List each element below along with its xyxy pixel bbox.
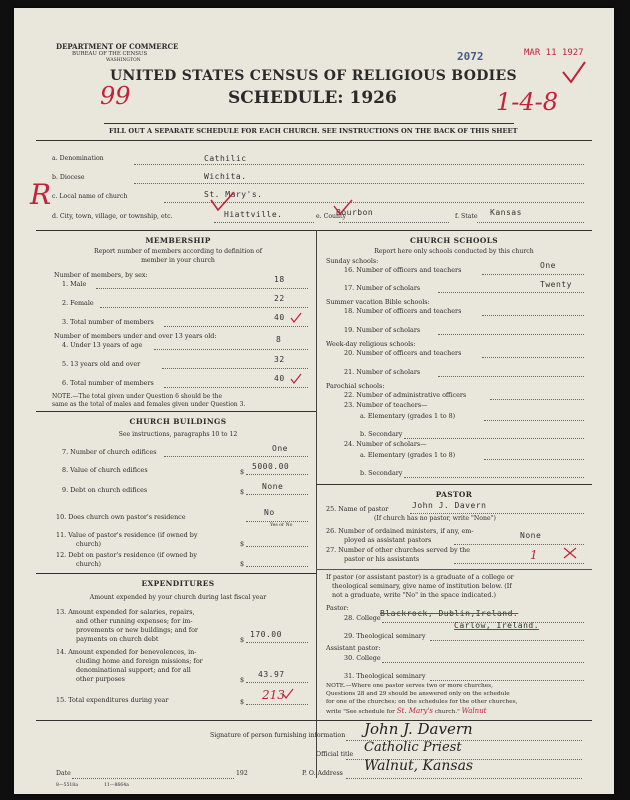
diocese-value: Wichita. xyxy=(204,172,247,181)
state-value: Kansas xyxy=(490,208,522,217)
serial-number: 2072 xyxy=(457,50,484,63)
department-label: DEPARTMENT OF COMMERCE xyxy=(56,42,179,51)
q12-dollar: $ xyxy=(240,560,245,568)
q25-label: 25. Name of pastor xyxy=(326,505,389,513)
check-mark-icon xyxy=(290,312,302,324)
q14-label-a: 14. Amount expended for benevolences, in- xyxy=(56,648,197,656)
q14-label-b: cluding home and foreign missions; for xyxy=(76,657,203,665)
q14-label-d: other purposes xyxy=(76,675,125,683)
received-stamp: MAR 11 1927 xyxy=(524,48,584,58)
q4-label: 4. Under 13 years of age xyxy=(62,341,143,349)
q12-label-a: 12. Debt on pastor's residence (if owned by xyxy=(56,551,198,559)
grad-note-1: If pastor (or assistant pastor) is a graduate of a college or xyxy=(326,573,514,581)
q22-label: 22. Number of administrative officers xyxy=(344,391,467,399)
schools-sub: Report here only schools conducted by this church xyxy=(374,248,534,255)
pastor-note-2: Questions 28 and 29 should be answered only on the schedule xyxy=(326,691,510,697)
q15-label: 15. Total expenditures during year xyxy=(56,696,169,704)
buildings-sub: See instructions, paragraphs 10 to 12 xyxy=(118,431,238,438)
q30-label: 30. College xyxy=(344,654,381,662)
q5-value: 32 xyxy=(274,355,285,364)
q27-label-b: pastor or his assistants xyxy=(344,555,420,563)
q9-value: None xyxy=(262,482,284,491)
asst-sub-label: Assistant pastor: xyxy=(326,644,381,652)
q31-label: 31. Theological seminary xyxy=(344,672,426,680)
q26-label-a: 26. Number of ordained ministers, if any, em- xyxy=(326,527,474,535)
hand-code-left: 99 xyxy=(100,82,131,110)
q11-label-a: 11. Value of pastor's residence (if owned by xyxy=(56,531,198,539)
expenditures-title: EXPENDITURES xyxy=(141,579,215,588)
q6-label: 6. Total number of members xyxy=(62,379,154,387)
hand-code-right: 1-4-8 xyxy=(496,88,559,116)
age-head-label: Number of members under and over 13 years old: xyxy=(54,332,217,340)
membership-note-2: same as the total of males and females given under Question 3. xyxy=(52,401,246,408)
q14-label-c: denominational support; and for all xyxy=(76,666,191,674)
q26-label-b: ployed as assistant pastors xyxy=(344,536,432,544)
q3-value: 40 xyxy=(274,313,285,322)
denomination-value: Cathilic xyxy=(204,154,247,163)
q10-label: 10. Does church own pastor's residence xyxy=(56,513,186,521)
instruction-line: FILL OUT A SEPARATE SCHEDULE FOR EACH CHURCH. SEE INSTRUCTIONS ON THE BACK OF THIS SHEET xyxy=(109,127,518,135)
q13-dollar: $ xyxy=(240,636,245,644)
q1-value: 18 xyxy=(274,275,285,284)
county-value: Bourbon xyxy=(336,208,374,217)
margin-mark: R xyxy=(30,178,52,211)
q8-value: 5000.00 xyxy=(252,462,290,471)
q13-label-a: 13. Amount expended for salaries, repairs, xyxy=(56,608,195,616)
q24-label: 24. Number of scholars— xyxy=(344,440,427,448)
q8-label: 8. Value of church edifices xyxy=(62,466,148,474)
q4-value: 8 xyxy=(276,335,282,344)
pastor-note-4-extra: Walnut xyxy=(461,707,487,715)
membership-title: MEMBERSHIP xyxy=(145,236,211,245)
q18-label: 18. Number of officers and teachers xyxy=(344,307,462,315)
q25-note: (If church has no pastor, write "None") xyxy=(374,515,496,522)
q27-label-a: 27. Number of other churches served by the xyxy=(326,546,471,554)
q14-dollar: $ xyxy=(240,676,245,684)
bureau-label: BUREAU OF THE CENSUS xyxy=(72,51,148,57)
q24a-label: a. Elementary (grades 1 to 8) xyxy=(360,451,456,459)
date-label: Date xyxy=(56,770,71,777)
q23-label: 23. Number of teachers— xyxy=(344,401,428,409)
schools-title: CHURCH SCHOOLS xyxy=(409,236,499,245)
q14-value: 43.97 xyxy=(258,670,285,679)
q9-label: 9. Debt on church edifices xyxy=(62,486,148,494)
grad-note-2: theological seminary, give name of institution below. (If xyxy=(332,582,512,590)
pastor-note-4-end: church." xyxy=(434,709,460,715)
check-mark-icon xyxy=(332,198,354,218)
signature-value: John J. Davern xyxy=(364,720,473,738)
q17-label: 17. Number of scholars xyxy=(344,284,421,292)
pastor-note-4 xyxy=(326,707,486,715)
by-sex-label: Number of members, by sex: xyxy=(54,271,148,279)
cross-mark-icon xyxy=(562,546,578,560)
q1-label: 1. Male xyxy=(62,280,87,288)
weekday-label: Week-day religious schools: xyxy=(326,340,416,348)
county-label: e. County xyxy=(316,213,347,220)
q19-label: 19. Number of scholars xyxy=(344,326,421,334)
q15-dollar: $ xyxy=(240,698,245,706)
membership-intro-2: member in your church xyxy=(141,257,215,264)
city-value: Hiattville. xyxy=(224,210,283,219)
q29-value: Carlow, Ireland. xyxy=(454,621,540,630)
q2-value: 22 xyxy=(274,294,285,303)
membership-intro-1: Report number of members according to definition of xyxy=(93,248,263,255)
q10-value: No xyxy=(264,508,275,517)
q17-value: Twenty xyxy=(540,280,572,289)
form-number-2: 11—8664a xyxy=(104,783,129,788)
q9-dollar: $ xyxy=(240,488,245,496)
check-mark-icon xyxy=(290,373,302,385)
q2-label: 2. Female xyxy=(62,299,94,307)
q3-label: 3. Total number of members xyxy=(62,318,154,326)
q13-label-d: payments on church debt xyxy=(76,635,159,643)
membership-note-1: NOTE.—The total given under Question 6 should be the xyxy=(52,393,223,400)
q20-label: 20. Number of officers and teachers xyxy=(344,349,462,357)
q21-label: 21. Number of scholars xyxy=(344,368,421,376)
summer-label: Summer vacation Bible schools: xyxy=(326,298,430,306)
pastor-note-4-start: write "See schedule for xyxy=(326,709,395,715)
expenditures-sub: Amount expended by your church during last fiscal year xyxy=(89,594,267,601)
q25-value: John J. Davern xyxy=(412,501,487,510)
diocese-label: b. Diocese xyxy=(52,174,85,181)
q16-value: One xyxy=(540,261,556,270)
census-schedule-sheet xyxy=(14,8,614,794)
buildings-title: CHURCH BUILDINGS xyxy=(129,417,227,426)
q23b-label: b. Secondary xyxy=(360,430,403,438)
q11-label-b: church) xyxy=(76,540,102,548)
q8-dollar: $ xyxy=(240,468,245,476)
parochial-label: Parochial schools: xyxy=(326,382,385,390)
form-title: UNITED STATES CENSUS OF RELIGIOUS BODIES xyxy=(110,68,517,84)
pastor-sub-label: Pastor: xyxy=(326,604,349,612)
denomination-label: a. Denomination xyxy=(52,155,104,162)
q13-label-b: and other running expenses; for im- xyxy=(76,617,193,625)
city-label: WASHINGTON xyxy=(106,58,141,63)
q23a-label: a. Elementary (grades 1 to 8) xyxy=(360,412,456,420)
pastor-title: PASTOR xyxy=(435,490,473,499)
q28-label: 28. College xyxy=(344,614,381,622)
address-value: Walnut, Kansas xyxy=(364,758,474,774)
q16-label: 16. Number of officers and teachers xyxy=(344,266,462,274)
signature-label: Signature of person furnishing information xyxy=(210,732,346,739)
check-mark-icon xyxy=(208,190,238,218)
q26-value: None xyxy=(520,531,542,540)
q13-label-c: provements or new buildings; and for xyxy=(76,626,198,634)
q11-dollar: $ xyxy=(240,540,245,548)
address-label: P. O. Address xyxy=(302,770,343,777)
pastor-note-3: for one of the churches; on the schedules for the other churches, xyxy=(326,699,518,705)
date-year: 192 xyxy=(236,770,248,777)
schedule-title: SCHEDULE: 1926 xyxy=(228,88,397,108)
grad-note-3: not a graduate, write "No" in the space indicated.) xyxy=(332,591,497,599)
check-mark-icon xyxy=(559,60,589,88)
check-mark-icon xyxy=(282,688,294,700)
yesno-hint: Yes or No xyxy=(270,523,293,528)
q15-value: 213 xyxy=(262,688,285,702)
q5-label: 5. 13 years old and over xyxy=(62,360,141,368)
q12-label-b: church) xyxy=(76,560,102,568)
city-label-d: d. City, town, village, or township, etc. xyxy=(52,213,173,220)
local-name-label: c. Local name of church xyxy=(52,193,128,200)
local-name-value: St. Mary's. xyxy=(204,190,263,199)
form-number-1: 8—5518a xyxy=(56,783,78,788)
state-label: f. State xyxy=(455,213,478,220)
q29-label: 29. Theological seminary xyxy=(344,632,426,640)
official-title-value: Catholic Priest xyxy=(364,740,462,755)
q13-value: 170.00 xyxy=(250,630,282,639)
q7-value: One xyxy=(272,444,288,453)
pastor-note-4-fill: St. Mary's xyxy=(396,707,433,715)
pastor-note-1: NOTE.—Where one pastor serves two or more churches, xyxy=(326,683,493,689)
q7-label: 7. Number of church edifices xyxy=(62,448,157,456)
q28-value: Blackrock, Dublin,Ireland. xyxy=(380,609,519,618)
official-title-label: Official title xyxy=(316,751,354,758)
q24b-label: b. Secondary xyxy=(360,469,403,477)
q6-value: 40 xyxy=(274,374,285,383)
q27-value: 1 xyxy=(530,548,538,562)
sunday-label: Sunday schools: xyxy=(326,257,379,265)
